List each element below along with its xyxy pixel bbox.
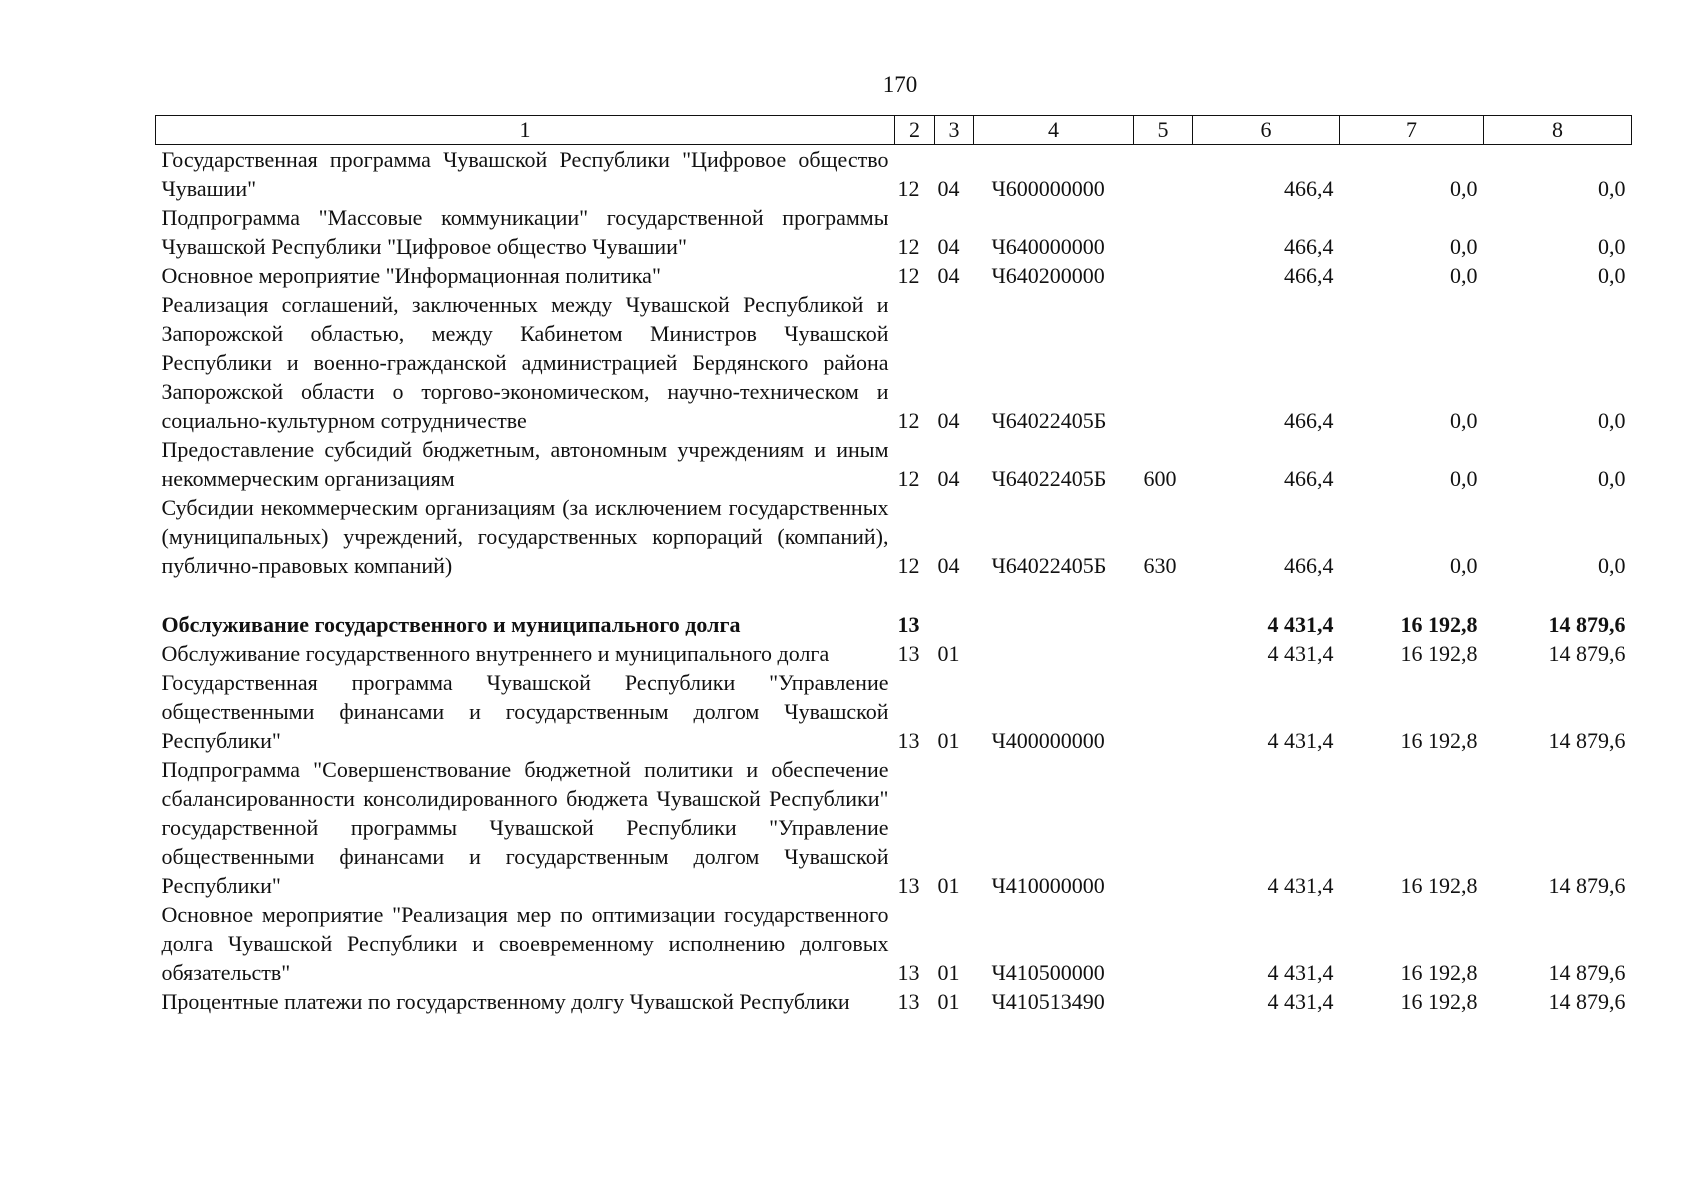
- row-amount-6: 466,4: [1284, 408, 1334, 433]
- row-target-item: Ч410000000: [991, 873, 1105, 898]
- row-amount-7: 16 192,8: [1400, 728, 1478, 753]
- column-header-6: 6: [1193, 116, 1340, 145]
- row-name: Подпрограмма "Массовые коммуникации" государственной программы Чувашской Республики "Цифровое общество Чувашии": [161, 205, 889, 259]
- column-header-8: 8: [1484, 116, 1632, 145]
- row-subsection: 04: [937, 408, 960, 433]
- row-target-item: [974, 639, 1134, 668]
- row-amount-8: 14 879,6: [1548, 612, 1626, 637]
- row-amount-6: 4 431,4: [1267, 641, 1334, 666]
- row-name: Основное мероприятие "Реализация мер по оптимизации государственного долга Чувашской Республики и своевременному исполнению долговых обязательств": [161, 902, 889, 985]
- row-name: Обслуживание государственного и муниципального долга: [161, 612, 741, 637]
- column-header-3: 3: [935, 116, 974, 145]
- row-amount-7: 16 192,8: [1400, 873, 1478, 898]
- row-subsection: 04: [937, 176, 960, 201]
- budget-table-sheet: [155, 115, 1631, 1016]
- column-header-1: 1: [156, 116, 895, 145]
- row-expense-type: 630: [1143, 553, 1177, 578]
- row-amount-8: 14 879,6: [1548, 873, 1626, 898]
- row-amount-7: 0,0: [1450, 263, 1478, 288]
- row-expense-type: [1134, 668, 1193, 755]
- row-amount-7: 0,0: [1450, 176, 1478, 201]
- row-subsection: 01: [937, 873, 960, 898]
- row-expense-type: [1134, 987, 1193, 1016]
- row-expense-type: [1134, 203, 1193, 261]
- row-amount-7: 0,0: [1450, 408, 1478, 433]
- row-subsection: [935, 610, 974, 639]
- row-name: Обслуживание государственного внутреннего и муниципального долга: [161, 641, 830, 666]
- row-section: 12: [897, 234, 920, 259]
- row-expense-type: [1134, 610, 1193, 639]
- row-section: 12: [897, 553, 920, 578]
- row-target-item: Ч64022405Б: [991, 408, 1107, 433]
- row-subsection: 04: [937, 466, 960, 491]
- column-number-header: [156, 116, 1632, 145]
- row-target-item: Ч410513490: [991, 989, 1105, 1014]
- row-amount-8: 0,0: [1598, 234, 1626, 259]
- section-spacer: [156, 580, 1632, 610]
- row-amount-8: 0,0: [1598, 408, 1626, 433]
- row-amount-7: 16 192,8: [1400, 641, 1478, 666]
- table-row: [156, 145, 1632, 204]
- row-amount-8: 14 879,6: [1548, 989, 1626, 1014]
- row-target-item: Ч410500000: [991, 960, 1105, 985]
- row-name: Государственная программа Чувашской Республики "Управление общественными финансами и государственным долгом Чувашской Республики": [161, 670, 889, 753]
- row-target-item: Ч600000000: [991, 176, 1105, 201]
- column-header-5: 5: [1134, 116, 1193, 145]
- row-expense-type: [1134, 639, 1193, 668]
- row-expense-type: [1134, 755, 1193, 900]
- row-section: 13: [897, 641, 920, 666]
- row-amount-7: 16 192,8: [1400, 960, 1478, 985]
- row-amount-8: 0,0: [1598, 263, 1626, 288]
- table-row: [156, 755, 1632, 900]
- row-target-item: Ч400000000: [991, 728, 1105, 753]
- row-amount-6: 466,4: [1284, 553, 1334, 578]
- row-amount-6: 4 431,4: [1267, 728, 1334, 753]
- row-section: 12: [897, 466, 920, 491]
- row-amount-7: 0,0: [1450, 553, 1478, 578]
- row-expense-type: 600: [1143, 466, 1177, 491]
- row-expense-type: [1134, 145, 1193, 204]
- row-amount-7: 0,0: [1450, 234, 1478, 259]
- row-amount-7: 16 192,8: [1400, 989, 1478, 1014]
- row-name: Субсидии некоммерческим организациям (за исключением государственных (муниципальных) учреждений, государственных корпораций (компаний), публично-правовых компаний): [161, 495, 889, 578]
- table-row: [156, 639, 1632, 668]
- row-subsection: 01: [937, 641, 960, 666]
- row-section: 12: [897, 263, 920, 288]
- row-name: Реализация соглашений, заключенных между Чувашской Республикой и Запорожской областью, между Кабинетом Министров Чувашской Республики и военно-гражданской администрацией Бердянского района Запорожской области о торгово-экономическом, научно-техническом и социально-культурном сотрудничестве: [161, 292, 889, 433]
- row-expense-type: [1134, 290, 1193, 435]
- row-section: 13: [897, 989, 920, 1014]
- table-row: [156, 435, 1632, 493]
- table-row: [156, 290, 1632, 435]
- row-target-item: Ч64022405Б: [991, 466, 1107, 491]
- row-name: Государственная программа Чувашской Республики "Цифровое общество Чувашии": [161, 147, 889, 201]
- row-subsection: 04: [937, 553, 960, 578]
- row-target-item: [974, 610, 1134, 639]
- column-header-7: 7: [1340, 116, 1484, 145]
- row-target-item: Ч64022405Б: [991, 553, 1107, 578]
- row-target-item: Ч640200000: [991, 263, 1105, 288]
- row-name: Основное мероприятие "Информационная политика": [161, 263, 661, 288]
- row-amount-8: 14 879,6: [1548, 960, 1626, 985]
- row-amount-8: 0,0: [1598, 176, 1626, 201]
- row-amount-8: 0,0: [1598, 466, 1626, 491]
- row-subsection: 04: [937, 234, 960, 259]
- row-amount-6: 466,4: [1284, 263, 1334, 288]
- row-amount-6: 466,4: [1284, 234, 1334, 259]
- table-row: [156, 987, 1632, 1016]
- row-amount-6: 466,4: [1284, 466, 1334, 491]
- column-header-4: 4: [974, 116, 1134, 145]
- row-subsection: 04: [937, 263, 960, 288]
- row-name: Подпрограмма "Совершенствование бюджетной политики и обеспечение сбалансированности консолидированного бюджета Чувашской Республики" государственной программы Чувашской Республики "Управление общественными финансами и государственным долгом Чувашской Республики": [161, 757, 889, 898]
- row-section: 13: [897, 960, 920, 985]
- table-row: [156, 261, 1632, 290]
- row-amount-8: 14 879,6: [1548, 728, 1626, 753]
- row-section: 13: [897, 612, 920, 637]
- row-subsection: 01: [937, 728, 960, 753]
- row-section: 12: [897, 408, 920, 433]
- row-expense-type: [1134, 900, 1193, 987]
- row-amount-6: 466,4: [1284, 176, 1334, 201]
- row-amount-7: 16 192,8: [1400, 612, 1478, 637]
- table-row: [156, 900, 1632, 987]
- row-amount-7: 0,0: [1450, 466, 1478, 491]
- row-amount-6: 4 431,4: [1267, 873, 1334, 898]
- row-amount-8: 14 879,6: [1548, 641, 1626, 666]
- row-amount-6: 4 431,4: [1267, 989, 1334, 1014]
- column-header-2: 2: [895, 116, 935, 145]
- table-row: [156, 493, 1632, 580]
- row-name: Процентные платежи по государственному долгу Чувашской Республики: [161, 989, 850, 1014]
- row-amount-6: 4 431,4: [1267, 960, 1334, 985]
- page-number: 170: [882, 72, 918, 97]
- row-section: 13: [897, 873, 920, 898]
- section-total-row: [156, 610, 1632, 639]
- row-subsection: 01: [937, 960, 960, 985]
- row-section: 13: [897, 728, 920, 753]
- table-row: [156, 668, 1632, 755]
- row-section: 12: [897, 176, 920, 201]
- budget-table: [155, 115, 1632, 1016]
- row-amount-8: 0,0: [1598, 553, 1626, 578]
- row-amount-6: 4 431,4: [1267, 612, 1334, 637]
- table-row: [156, 203, 1632, 261]
- row-subsection: 01: [937, 989, 960, 1014]
- row-expense-type: [1134, 261, 1193, 290]
- row-target-item: Ч640000000: [991, 234, 1105, 259]
- row-name: Предоставление субсидий бюджетным, автономным учреждениям и иным некоммерческим организациям: [161, 437, 889, 491]
